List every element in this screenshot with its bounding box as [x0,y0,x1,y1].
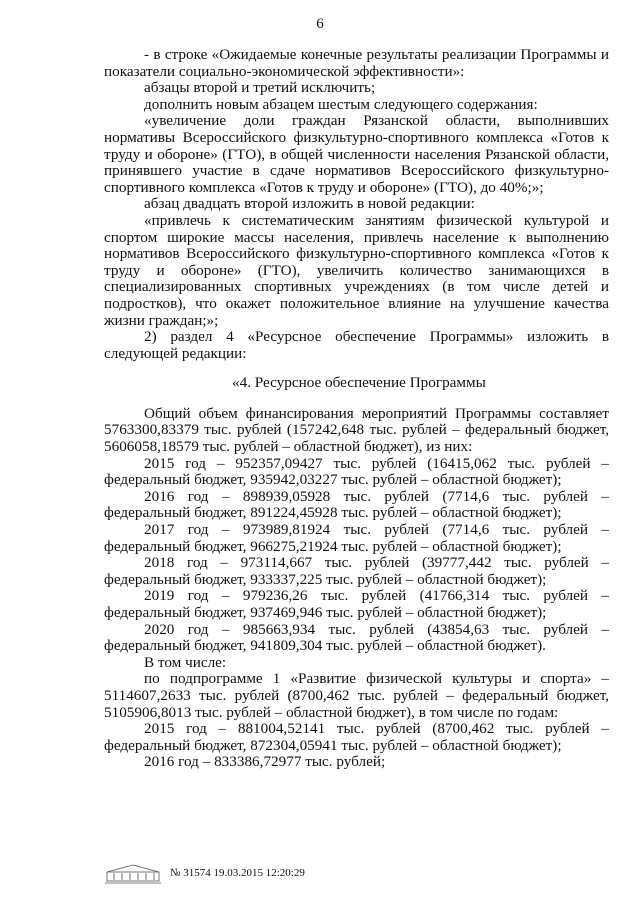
year-item: 2015 год – 952357,09427 тыс. рублей (16415,062 тыс. рублей – федеральный бюджет, 935942,03227 тыс. рублей – областной бюджет); [104,454,609,489]
year-item: 2019 год – 979236,26 тыс. рублей (41766,314 тыс. рублей – федеральный бюджет, 937469,946 тыс. рублей – областной бюджет); [104,587,609,621]
year-item: 2020 год – 985663,934 тыс. рублей (43854,63 тыс. рублей – федеральный бюджет, 941809,304 тыс. рублей – областной бюджет). [104,620,609,655]
footer-stamp [104,861,624,885]
page-number: 6 [316,16,324,32]
year-item: 2016 год – 898939,05928 тыс. рублей (7714,6 тыс. рублей – федеральный бюджет, 891224,45928 тыс. рублей – областной бюджет); [104,487,609,522]
paragraph: Общий объем финансирования мероприятий Программы составляет 5763300,83379 тыс. рублей (157242,648 тыс. рублей – федеральный бюджет, 5606058,18579 тыс. рублей – областной бюджет), из них: [104,404,609,456]
section-title: «4. Ресурсное обеспечение Программы [232,374,486,392]
paragraph: - в строке «Ожидаемые конечные результаты реализации Программы и показатели социально-экономической эффективности»: [104,46,609,80]
building-logo-icon [104,862,162,884]
paragraph: В том числе: [144,653,227,671]
year-item: 2017 год – 973989,81924 тыс. рублей (7714,6 тыс. рублей – федеральный бюджет, 966275,21924 тыс. рублей – областной бюджет); [104,521,609,555]
year-item: 2018 год – 973114,667 тыс. рублей (39777,442 тыс. рублей – федеральный бюджет, 933337,225 тыс. рублей – областной бюджет); [104,554,609,588]
paragraph: 2) раздел 4 «Ресурсное обеспечение Программы» изложить в следующей редакции: [104,328,609,362]
paragraph: дополнить новым абзацем шестым следующего содержания: [144,95,538,113]
paragraph: абзацы второй и третий исключить; [144,79,376,97]
stamp-text: № 31574 19.03.2015 12:20:29 [170,866,305,879]
year-item: 2015 год – 881004,52141 тыс. рублей (8700,462 тыс. рублей – федеральный бюджет, 872304,05941 тыс. рублей – областной бюджет); [104,720,609,754]
quoted-paragraph: «увеличение доли граждан Рязанской области, выполнивших нормативы Всероссийского физкультурно-спортивного комплекса «Готов к труду и обороне» (ГТО), в общей численности населения Рязанской области, принявшего участие в сдаче нормативов Всероссийского физкультурно-спортивного комплекса «Готов к труду и обороне» (ГТО), до 40%;»; [104,112,609,196]
document-body [104,47,609,771]
quoted-paragraph: «привлечь к систематическим занятиям физической культурой и спортом широкие массы населения, привлечь население к выполнению нормативов Всероссийского физкультурно-спортивного комплекса «Готов к труду и обороне» (ГТО), увеличить количество занимающихся в специализированных спортивных учреждениях (в том числе детей и подростков), что окажет положительное влияние на улучшение качества жизни граждан;»; [104,211,609,329]
paragraph: по подпрограмме 1 «Развитие физической культуры и спорта» – 5114607,2633 тыс. рублей (8700,462 тыс. рублей – федеральный бюджет, 5105906,8013 тыс. рублей – областной бюджет), в том числе по годам: [104,670,609,721]
year-item: 2016 год – 833386,72977 тыс. рублей; [144,753,386,771]
paragraph: абзац двадцать второй изложить в новой редакции: [144,195,475,213]
